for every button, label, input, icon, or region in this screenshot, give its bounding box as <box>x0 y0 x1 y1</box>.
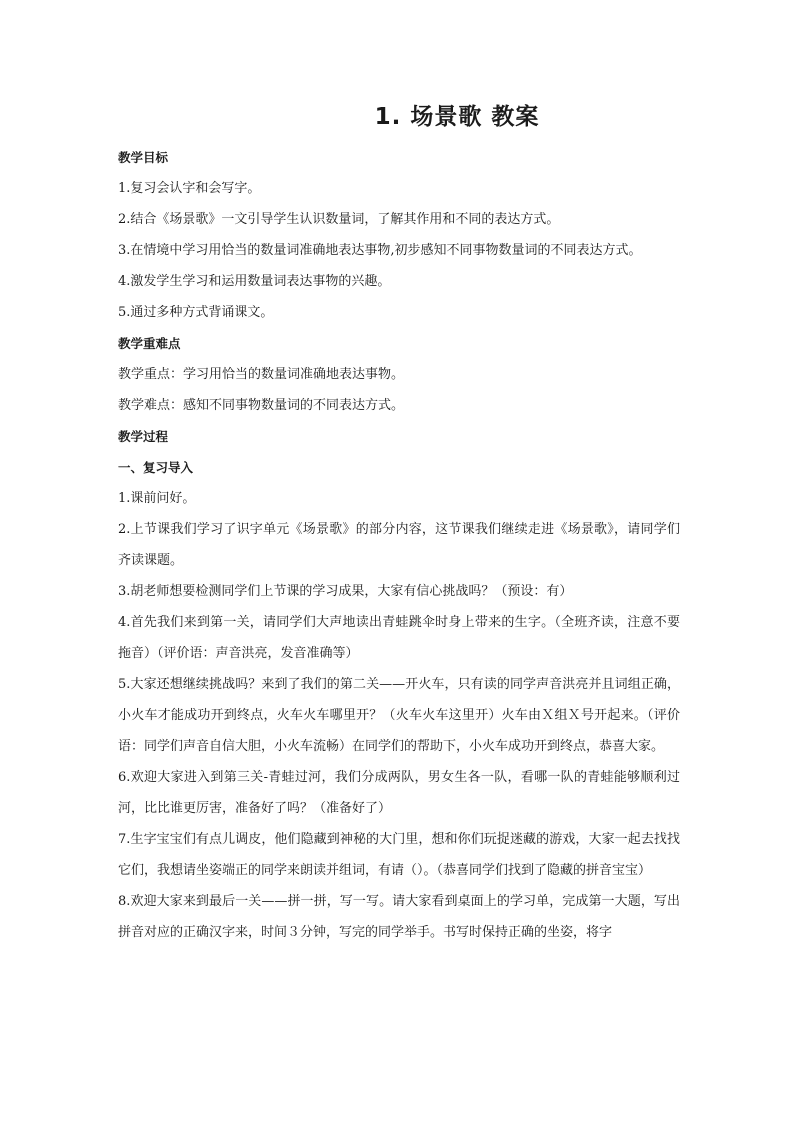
key-points-heading: 教学重难点 <box>118 336 181 351</box>
goal-item: 4.激发学生学习和运用数量词表达事物的兴趣。 <box>118 274 391 289</box>
key-point: 教学重点：学习用恰当的数量词准确地表达事物。 <box>118 367 405 382</box>
process-step: 1.课前问好。 <box>118 491 196 506</box>
process-step: 5.大家还想继续挑战吗？来到了我们的第二关——开火车，只有读的同学声音洪亮并且词组正确，小火车才能成功开到终点，火车火车哪里开？（火车火车这里开）火车由Ｘ组Ｘ号开起来。（评价语：同学们声音自信大胆，小火车流畅）在同学们的帮助下，小火车成功开到终点，恭喜大家。 <box>118 677 680 754</box>
process-step: 2.上节课我们学习了识字单元《场景歌》的部分内容，这节课我们继续走进《场景歌》，请同学们齐读课题。 <box>118 522 680 568</box>
goals-heading: 教学目标 <box>118 150 169 165</box>
process-step: 3.胡老师想要检测同学们上节课的学习成果，大家有信心挑战吗？（预设：有） <box>118 584 573 599</box>
process-step: 8.欢迎大家来到最后一关——拼一拼，写一写。请大家看到桌面上的学习单，完成第一大题，写出拼音对应的正确汉字来，时间３分钟，写完的同学举手。书写时保持正确的坐姿，将字 <box>118 894 680 940</box>
goal-item: 3.在情境中学习用恰当的数量词准确地表达事物,初步感知不同事物数量词的不同表达方式。 <box>118 243 642 258</box>
process-step: 6.欢迎大家进入到第三关-青蛙过河，我们分成两队，男女生各一队，看哪一队的青蛙能够顺利过河，比比谁更厉害，准备好了吗？（准备好了） <box>118 770 680 816</box>
difficult-point: 教学难点：感知不同事物数量词的不同表达方式。 <box>118 398 405 413</box>
process-step: 7.生字宝宝们有点儿调皮，他们隐藏到神秘的大门里，想和你们玩捉迷藏的游戏，大家一起去找找它们，我想请坐姿端正的同学来朗读并组词，有请（）。（恭喜同学们找到了隐藏的拼音宝宝） <box>118 832 680 878</box>
process-heading: 教学过程 <box>118 429 169 444</box>
document-title: 1. 场景歌 教案 <box>374 104 540 130</box>
part1-heading: 一、复习导入 <box>118 460 194 475</box>
goal-item: 1.复习会认字和会写字。 <box>118 181 261 196</box>
process-step: 4.首先我们来到第一关，请同学们大声地读出青蛙跳伞时身上带来的生字。（全班齐读，注意不要拖音）（评价语：声音洪亮，发音准确等） <box>118 615 680 661</box>
document-page <box>118 100 680 948</box>
goal-item: 5.通过多种方式背诵课文。 <box>118 305 274 320</box>
goal-item: 2.结合《场景歌》一文引导学生认识数量词，了解其作用和不同的表达方式。 <box>118 212 560 227</box>
